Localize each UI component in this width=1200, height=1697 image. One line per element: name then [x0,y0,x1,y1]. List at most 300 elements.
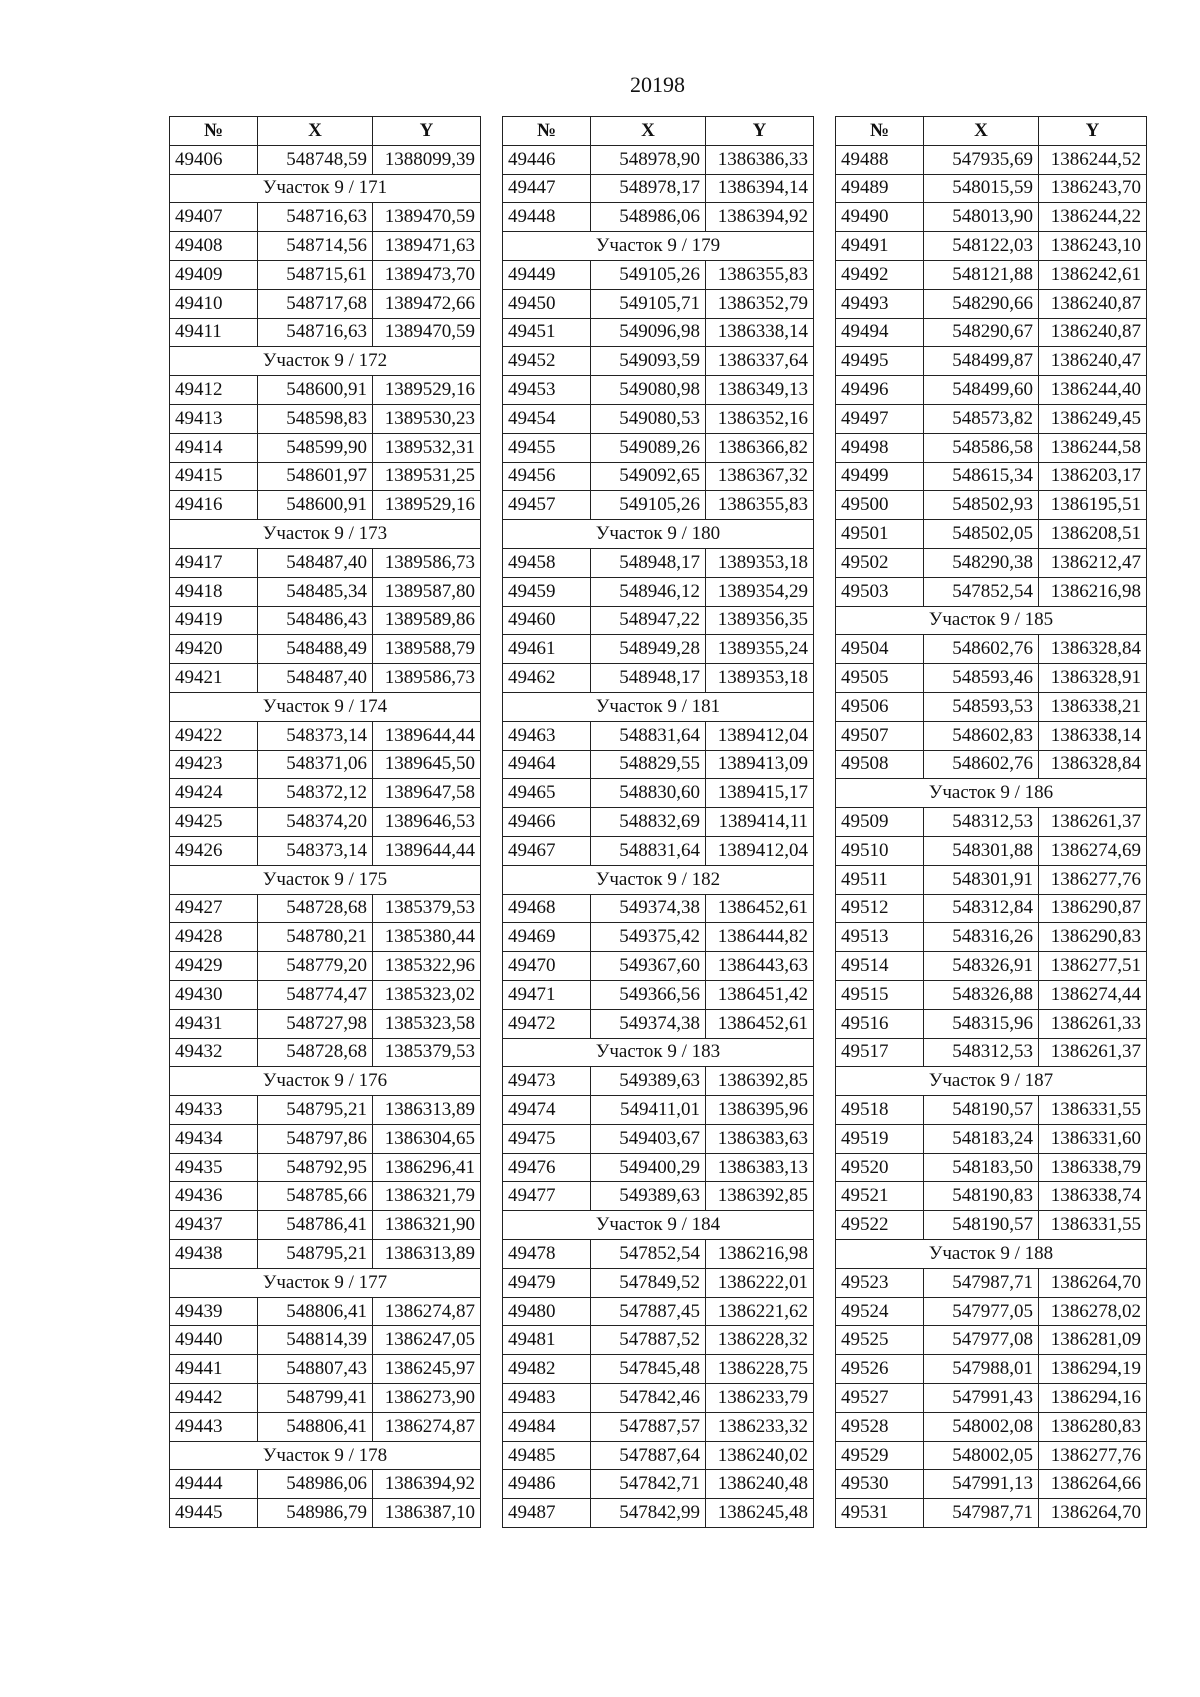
point-number: 49412 [170,376,258,405]
point-number: 49469 [503,923,591,952]
point-number: 49497 [836,404,924,433]
y-coordinate: 1386304,65 [373,1124,481,1153]
y-coordinate: 1386349,13 [706,376,814,405]
table-row [170,1499,481,1528]
point-number: 49471 [503,980,591,1009]
table-row [503,750,814,779]
point-number: 49484 [503,1412,591,1441]
x-coordinate: 548728,68 [258,1038,373,1067]
point-number: 49499 [836,462,924,491]
y-coordinate: 1386243,10 [1039,232,1147,261]
point-number: 49432 [170,1038,258,1067]
table-row [836,289,1147,318]
x-coordinate: 547977,05 [924,1297,1039,1326]
table-row [170,232,481,261]
table-row [836,1326,1147,1355]
x-coordinate: 548316,26 [924,923,1039,952]
y-coordinate: 1389647,58 [373,779,481,808]
y-coordinate: 1389646,53 [373,808,481,837]
y-coordinate: 1386208,51 [1039,520,1147,549]
point-number: 49406 [170,145,258,174]
y-coordinate: 1386228,75 [706,1355,814,1384]
table-row [170,664,481,693]
y-coordinate: 1386452,61 [706,894,814,923]
column-header-x: X [924,117,1039,146]
point-number: 49526 [836,1355,924,1384]
x-coordinate: 547991,43 [924,1384,1039,1413]
point-number: 49521 [836,1182,924,1211]
y-coordinate: 1386212,47 [1039,548,1147,577]
point-number: 49505 [836,664,924,693]
section-label: Участок 9 / 178 [170,1441,481,1470]
point-number: 49444 [170,1470,258,1499]
point-number: 49527 [836,1384,924,1413]
point-number: 49416 [170,491,258,520]
section-row [170,692,481,721]
y-coordinate: 1386242,61 [1039,260,1147,289]
y-coordinate: 1386240,02 [706,1441,814,1470]
point-number: 49437 [170,1211,258,1240]
table-row [503,606,814,635]
table-row [170,1009,481,1038]
y-coordinate: 1389355,24 [706,635,814,664]
section-label: Участок 9 / 184 [503,1211,814,1240]
x-coordinate: 548831,64 [591,836,706,865]
table-row [836,952,1147,981]
point-number: 49482 [503,1355,591,1384]
table-row [503,664,814,693]
table-row [503,1153,814,1182]
y-coordinate: 1386280,83 [1039,1412,1147,1441]
y-coordinate: 1385323,58 [373,1009,481,1038]
point-number: 49447 [503,174,591,203]
table-row [170,750,481,779]
y-coordinate: 1386277,76 [1039,865,1147,894]
section-row [503,232,814,261]
point-number: 49438 [170,1240,258,1269]
point-number: 49470 [503,952,591,981]
x-coordinate: 548986,79 [258,1499,373,1528]
x-coordinate: 548502,05 [924,520,1039,549]
y-coordinate: 1386264,70 [1039,1268,1147,1297]
y-coordinate: 1386274,69 [1039,836,1147,865]
x-coordinate: 548807,43 [258,1355,373,1384]
table-row [503,347,814,376]
x-coordinate: 548795,21 [258,1096,373,1125]
point-number: 49503 [836,577,924,606]
y-coordinate: 1386243,70 [1039,174,1147,203]
y-coordinate: 1386338,14 [1039,721,1147,750]
y-coordinate: 1385379,53 [373,1038,481,1067]
x-coordinate: 548499,87 [924,347,1039,376]
y-coordinate: 1389356,35 [706,606,814,635]
point-number: 49506 [836,692,924,721]
y-coordinate: 1386392,85 [706,1182,814,1211]
x-coordinate: 548485,34 [258,577,373,606]
y-coordinate: 1385380,44 [373,923,481,952]
table-row [836,548,1147,577]
y-coordinate: 1386222,01 [706,1268,814,1297]
x-coordinate: 548301,88 [924,836,1039,865]
x-coordinate: 548290,67 [924,318,1039,347]
point-number: 49508 [836,750,924,779]
x-coordinate: 548716,63 [258,318,373,347]
point-number: 49522 [836,1211,924,1240]
point-number: 49431 [170,1009,258,1038]
point-number: 49446 [503,145,591,174]
x-coordinate: 548312,53 [924,808,1039,837]
x-coordinate: 547991,13 [924,1470,1039,1499]
table-row [503,491,814,520]
y-coordinate: 1386331,60 [1039,1124,1147,1153]
y-coordinate: 1385379,53 [373,894,481,923]
table-row [503,1384,814,1413]
point-number: 49452 [503,347,591,376]
y-coordinate: 1386451,42 [706,980,814,1009]
table-row [836,433,1147,462]
table-row [836,1470,1147,1499]
table-row [170,606,481,635]
section-row [503,1038,814,1067]
y-coordinate: 1386240,87 [1039,289,1147,318]
coordinates-table-3 [835,116,1147,1528]
point-number: 49500 [836,491,924,520]
x-coordinate: 549375,42 [591,923,706,952]
table-row [503,635,814,664]
point-number: 49427 [170,894,258,923]
y-coordinate: 1386216,98 [1039,577,1147,606]
table-row [503,779,814,808]
point-number: 49504 [836,635,924,664]
x-coordinate: 548371,06 [258,750,373,779]
section-label: Участок 9 / 181 [503,692,814,721]
x-coordinate: 548183,24 [924,1124,1039,1153]
point-number: 49475 [503,1124,591,1153]
section-label: Участок 9 / 180 [503,520,814,549]
point-number: 49454 [503,404,591,433]
point-number: 49488 [836,145,924,174]
table-row [503,808,814,837]
point-number: 49420 [170,635,258,664]
x-coordinate: 548122,03 [924,232,1039,261]
table-row [503,203,814,232]
x-coordinate: 548013,90 [924,203,1039,232]
table-row [836,1499,1147,1528]
x-coordinate: 547887,45 [591,1297,706,1326]
point-number: 49464 [503,750,591,779]
y-coordinate: 1386240,48 [706,1470,814,1499]
x-coordinate: 548986,06 [591,203,706,232]
x-coordinate: 548499,60 [924,376,1039,405]
y-coordinate: 1386383,63 [706,1124,814,1153]
y-coordinate: 1386290,83 [1039,923,1147,952]
y-coordinate: 1389586,73 [373,548,481,577]
table-row [170,1182,481,1211]
y-coordinate: 1386444,82 [706,923,814,952]
section-label: Участок 9 / 172 [170,347,481,376]
y-coordinate: 1386216,98 [706,1240,814,1269]
x-coordinate: 548830,60 [591,779,706,808]
point-number: 49458 [503,548,591,577]
y-coordinate: 1386321,79 [373,1182,481,1211]
table-row [503,404,814,433]
y-coordinate: 1389586,73 [373,664,481,693]
section-label: Участок 9 / 186 [836,779,1147,808]
table-row [836,894,1147,923]
table-row [503,1355,814,1384]
point-number: 49442 [170,1384,258,1413]
x-coordinate: 548717,68 [258,289,373,318]
y-coordinate: 1389529,16 [373,376,481,405]
y-coordinate: 1386274,87 [373,1297,481,1326]
x-coordinate: 548602,76 [924,635,1039,664]
x-coordinate: 547887,52 [591,1326,706,1355]
y-coordinate: 1389354,29 [706,577,814,606]
y-coordinate: 1389413,09 [706,750,814,779]
y-coordinate: 1386394,92 [706,203,814,232]
x-coordinate: 549367,60 [591,952,706,981]
table-row [503,923,814,952]
point-number: 49417 [170,548,258,577]
point-number: 49479 [503,1268,591,1297]
table-row [503,260,814,289]
x-coordinate: 548806,41 [258,1297,373,1326]
point-number: 49513 [836,923,924,952]
table-row [170,1412,481,1441]
y-coordinate: 1386240,47 [1039,347,1147,376]
table-row [170,260,481,289]
x-coordinate: 548779,20 [258,952,373,981]
y-coordinate: 1389530,23 [373,404,481,433]
section-row [836,606,1147,635]
x-coordinate: 548183,50 [924,1153,1039,1182]
point-number: 49474 [503,1096,591,1125]
table-row [503,1268,814,1297]
point-number: 49467 [503,836,591,865]
table-row [170,376,481,405]
point-number: 49424 [170,779,258,808]
point-number: 49439 [170,1297,258,1326]
table-row [503,1009,814,1038]
y-coordinate: 1386331,55 [1039,1096,1147,1125]
table-row [836,1268,1147,1297]
y-coordinate: 1386338,79 [1039,1153,1147,1182]
point-number: 49430 [170,980,258,1009]
table-row [170,1153,481,1182]
y-coordinate: 1386392,85 [706,1067,814,1096]
y-coordinate: 1386367,32 [706,462,814,491]
table-row [170,1240,481,1269]
point-number: 49451 [503,318,591,347]
table-row [503,577,814,606]
x-coordinate: 548986,06 [258,1470,373,1499]
y-coordinate: 1386313,89 [373,1096,481,1125]
table-row [503,1470,814,1499]
point-number: 49519 [836,1124,924,1153]
x-coordinate: 548372,12 [258,779,373,808]
y-coordinate: 1388099,39 [373,145,481,174]
x-coordinate: 548190,83 [924,1182,1039,1211]
point-number: 49510 [836,836,924,865]
y-coordinate: 1386394,92 [373,1470,481,1499]
table-row [836,1441,1147,1470]
point-number: 49415 [170,462,258,491]
table-row [503,836,814,865]
y-coordinate: 1386328,84 [1039,635,1147,664]
section-row [836,1067,1147,1096]
section-label: Участок 9 / 183 [503,1038,814,1067]
point-number: 49436 [170,1182,258,1211]
table-row [170,1096,481,1125]
section-label: Участок 9 / 185 [836,606,1147,635]
x-coordinate: 547842,46 [591,1384,706,1413]
y-coordinate: 1386355,83 [706,491,814,520]
point-number: 49495 [836,347,924,376]
x-coordinate: 547852,54 [591,1240,706,1269]
point-number: 49516 [836,1009,924,1038]
x-coordinate: 547977,08 [924,1326,1039,1355]
table-row [836,1211,1147,1240]
table-row [170,1326,481,1355]
point-number: 49425 [170,808,258,837]
table-row [836,203,1147,232]
table-row [836,145,1147,174]
y-coordinate: 1386244,40 [1039,376,1147,405]
x-coordinate: 549366,56 [591,980,706,1009]
y-coordinate: 1386244,58 [1039,433,1147,462]
x-coordinate: 548290,66 [924,289,1039,318]
x-coordinate: 548814,39 [258,1326,373,1355]
x-coordinate: 548786,41 [258,1211,373,1240]
point-number: 49498 [836,433,924,462]
table-row [836,980,1147,1009]
table-row [170,836,481,865]
y-coordinate: 1389470,59 [373,318,481,347]
table-row [503,1124,814,1153]
table-row [836,404,1147,433]
point-number: 49423 [170,750,258,779]
x-coordinate: 549411,01 [591,1096,706,1125]
table-row [170,980,481,1009]
section-row [836,1240,1147,1269]
y-coordinate: 1389353,18 [706,548,814,577]
y-coordinate: 1386261,37 [1039,808,1147,837]
table-row [170,548,481,577]
table-row [836,635,1147,664]
table-row [170,491,481,520]
table-row [170,203,481,232]
point-number: 49515 [836,980,924,1009]
point-number: 49483 [503,1384,591,1413]
x-coordinate: 548600,91 [258,376,373,405]
point-number: 49433 [170,1096,258,1125]
point-number: 49435 [170,1153,258,1182]
table-row [170,145,481,174]
y-coordinate: 1386387,10 [373,1499,481,1528]
y-coordinate: 1389415,17 [706,779,814,808]
x-coordinate: 549105,26 [591,260,706,289]
x-coordinate: 548373,14 [258,836,373,865]
table-row [170,721,481,750]
table-row [170,318,481,347]
point-number: 49440 [170,1326,258,1355]
x-coordinate: 548831,64 [591,721,706,750]
x-coordinate: 548312,53 [924,1038,1039,1067]
x-coordinate: 549092,65 [591,462,706,491]
point-number: 49407 [170,203,258,232]
table-row [503,1297,814,1326]
x-coordinate: 548598,83 [258,404,373,433]
x-coordinate: 548486,43 [258,606,373,635]
y-coordinate: 1389644,44 [373,721,481,750]
x-coordinate: 549093,59 [591,347,706,376]
point-number: 49426 [170,836,258,865]
table-row [503,1441,814,1470]
table-row [503,376,814,405]
point-number: 49529 [836,1441,924,1470]
table-row [503,894,814,923]
y-coordinate: 1386228,32 [706,1326,814,1355]
table-row [836,1124,1147,1153]
x-coordinate: 548785,66 [258,1182,373,1211]
table-row [836,923,1147,952]
point-number: 49422 [170,721,258,750]
column-header-y: Y [706,117,814,146]
table-row [170,1211,481,1240]
table-row [170,577,481,606]
x-coordinate: 549389,63 [591,1182,706,1211]
column-header-number: № [170,117,258,146]
page-number: 20198 [630,72,685,97]
x-coordinate: 548602,76 [924,750,1039,779]
y-coordinate: 1386395,96 [706,1096,814,1125]
point-number: 49460 [503,606,591,635]
table-row [836,174,1147,203]
x-coordinate: 548728,68 [258,894,373,923]
table-row [170,1038,481,1067]
x-coordinate: 549389,63 [591,1067,706,1096]
section-row [503,520,814,549]
point-number: 49468 [503,894,591,923]
y-coordinate: 1389470,59 [373,203,481,232]
point-number: 49459 [503,577,591,606]
y-coordinate: 1385322,96 [373,952,481,981]
point-number: 49525 [836,1326,924,1355]
y-coordinate: 1389473,70 [373,260,481,289]
x-coordinate: 548015,59 [924,174,1039,203]
point-number: 49511 [836,865,924,894]
x-coordinate: 548573,82 [924,404,1039,433]
x-coordinate: 549080,98 [591,376,706,405]
table-row [503,1096,814,1125]
point-number: 49428 [170,923,258,952]
y-coordinate: 1386338,14 [706,318,814,347]
y-coordinate: 1386386,33 [706,145,814,174]
x-coordinate: 547887,57 [591,1412,706,1441]
y-coordinate: 1386244,22 [1039,203,1147,232]
table-row [836,520,1147,549]
x-coordinate: 548774,47 [258,980,373,1009]
table-row [170,1470,481,1499]
column-header-y: Y [373,117,481,146]
y-coordinate: 1389412,04 [706,836,814,865]
point-number: 49507 [836,721,924,750]
x-coordinate: 547849,52 [591,1268,706,1297]
x-coordinate: 548946,12 [591,577,706,606]
x-coordinate: 549096,98 [591,318,706,347]
x-coordinate: 548792,95 [258,1153,373,1182]
y-coordinate: 1389531,25 [373,462,481,491]
